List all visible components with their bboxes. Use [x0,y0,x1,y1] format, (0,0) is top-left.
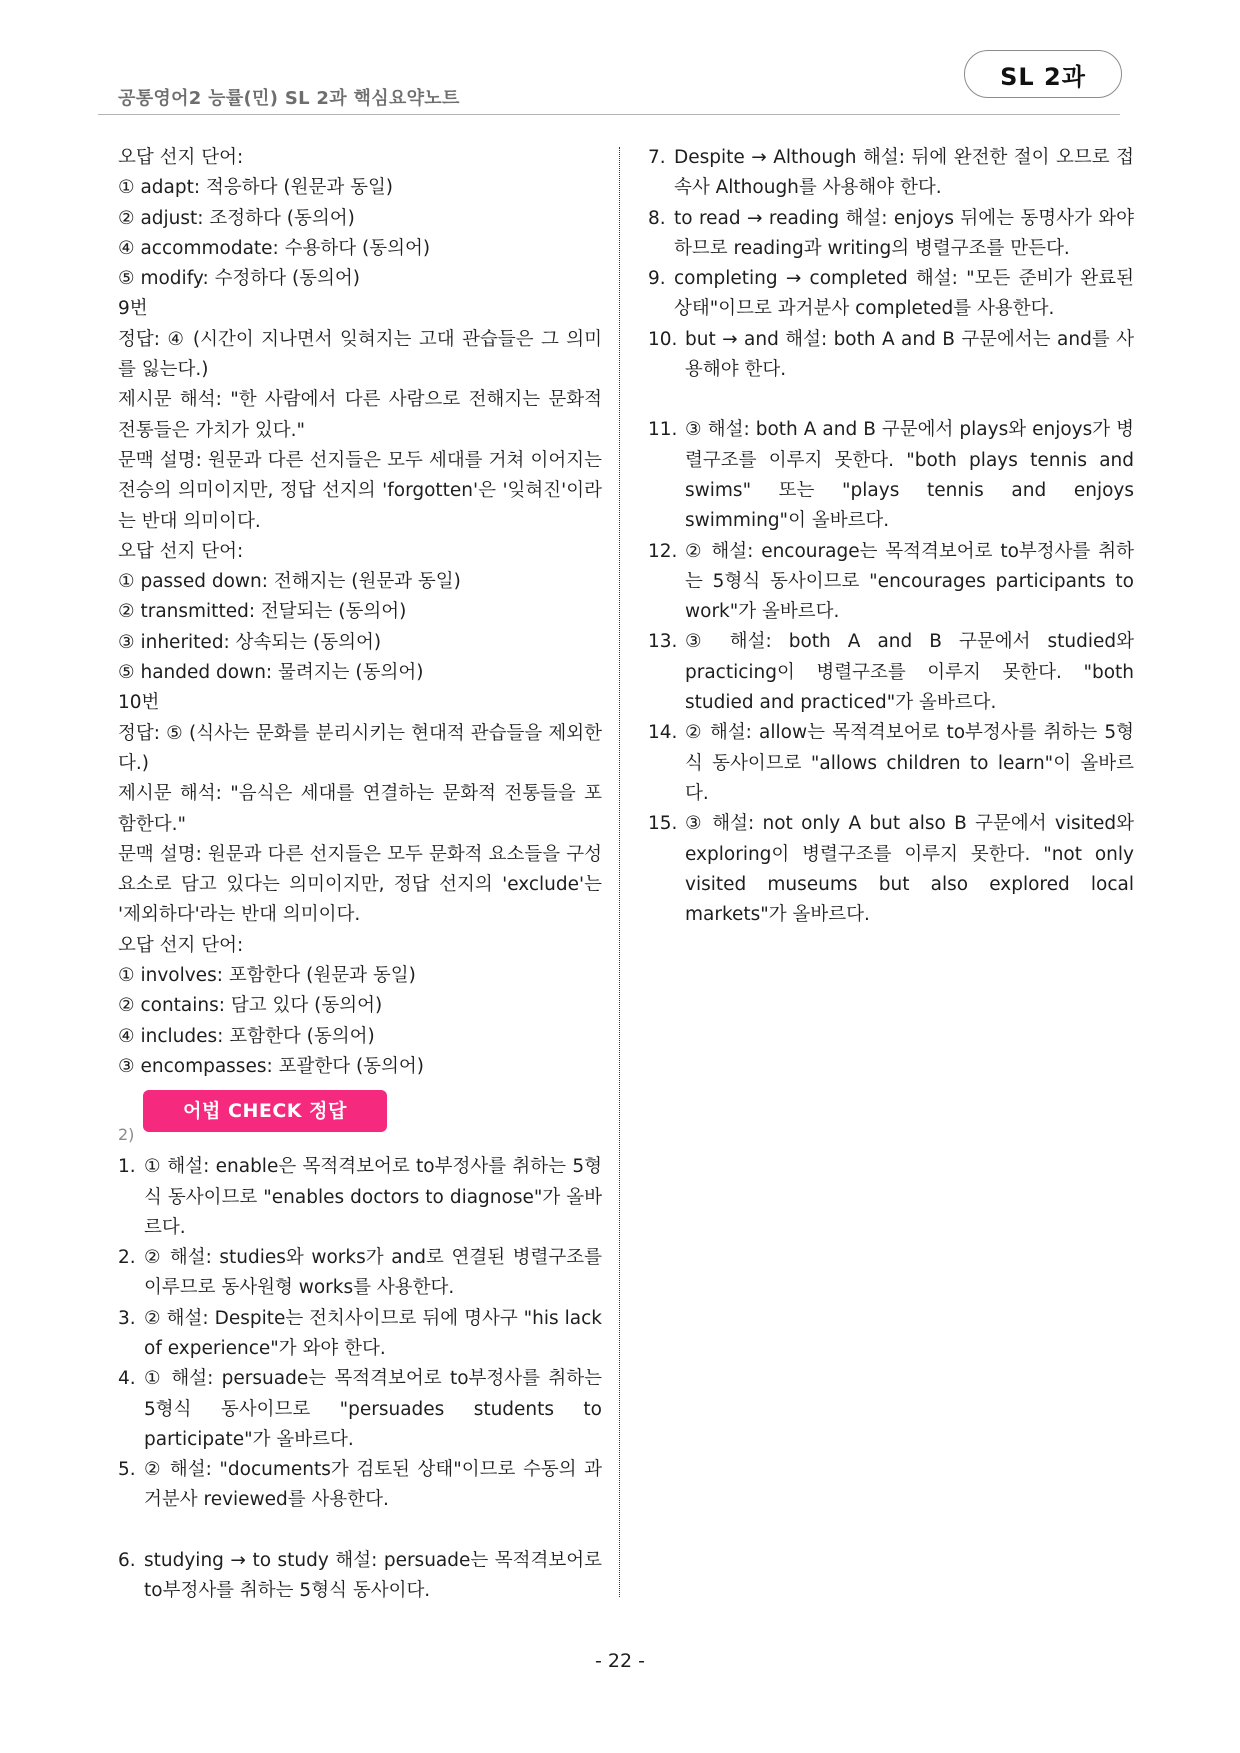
item-number: 1. [118,1156,136,1178]
item-text: studying → to study 해설: persuade는 목적격보어로 to부정사를 취하는 5형식 동사이다. [144,1549,602,1602]
item-text: ② 해설: encourage는 목적격보어로 to부정사를 취하는 5형식 동사이므로 "encourages participants to work"가 올바르다. [685,540,1134,623]
item-text: ② 해설: "documents가 검토된 상태"이므로 수동의 과거분사 reviewed를 사용한다. [144,1459,602,1511]
answer-line: 정답: ④ (시간이 지나면서 잊혀지는 고대 관습들은 그 의미를 잃는다.) [118,328,602,381]
text-line: ① involves: 포함한다 (원문과 동일) [118,965,416,987]
text-line: ④ includes: 포함한다 (동의어) [118,1025,375,1047]
text-line: ⑤ handed down: 물려지는 (동의어) [118,662,424,684]
item-number: 15. [648,813,678,835]
item-text: ③ 해설: both A and B 구문에서 studied와 practicing이 병렬구조를 이루지 못한다. "both studied and practiced"가 올바르다. [685,631,1134,714]
context-explanation: 문맥 설명: 원문과 다른 선지들은 모두 문화적 요소들을 구성 요소로 담고 있다는 의미이지만, 정답 선지의 'exclude'는 '제외하다'라는 반대 의미이다. [118,843,602,926]
answer-item [648,415,1134,536]
spacer [118,1516,602,1546]
text-line: ① passed down: 전해지는 (원문과 동일) [118,571,461,593]
answer-item [118,1364,602,1455]
item-text: ② 해설: Despite는 전치사이므로 뒤에 명사구 "his lack of experience"가 와야 한다. [144,1307,602,1359]
item-number: 2. [118,1247,136,1269]
answer-item [648,264,1134,325]
right-column [648,143,1134,930]
item-text: ① 해설: enable은 목적격보어로 to부정사를 취하는 5형식 동사이므로 "enables doctors to diagnose"가 올바르다. [144,1156,602,1238]
question-heading: 10번 [118,692,160,714]
item-text: ③ 해설: both A and B 구문에서 plays와 enjoys가 병렬구조를 이루지 못한다. "both plays tennis and swims" 또는 "plays tennis and enjoys swimming"이 올바르다. [685,419,1134,532]
item-number: 10. [648,328,678,350]
answer-item [118,1546,602,1607]
answer-item [648,204,1134,265]
item-text: ② 해설: studies와 works가 and로 연결된 병렬구조를 이루므로 동사원형 works를 사용한다. [144,1247,602,1299]
text-line: ④ accommodate: 수용하다 (동의어) [118,237,431,259]
item-text: ② 해설: allow는 목적격보어로 to부정사를 취하는 5형식 동사이므로 "allows children to learn"이 올바르다. [685,722,1134,804]
item-number: 5. [118,1459,136,1481]
answer-item [648,718,1134,809]
text-line: 오답 선지 단어: [118,147,244,168]
item-number: 12. [648,540,678,562]
answer-line: 정답: ⑤ (식사는 문화를 분리시키는 현대적 관습들을 제외한다.) [118,722,602,774]
item-number: 11. [648,419,678,441]
text-line: ② contains: 담고 있다 (동의어) [118,995,383,1017]
header-divider [98,114,1120,115]
left-column [118,143,602,1606]
question-heading: 9번 [118,298,148,320]
answer-item [648,325,1134,386]
lesson-badge: SL 2과 [964,50,1122,98]
answer-item [118,1152,602,1243]
grammar-check-badge: 어법 CHECK 정답 [143,1090,387,1132]
document-title: 공통영어2 능률(민) SL 2과 핵심요약노트 [118,88,460,109]
text-line: ② transmitted: 전달되는 (동의어) [118,601,407,623]
translation-line: 제시문 해석: "한 사람에서 다른 사람으로 전해지는 문화적 전통들은 가치가 있다." [118,389,602,441]
item-number: 14. [648,722,678,744]
text-line: 오답 선지 단어: [118,540,244,562]
answer-item [648,537,1134,628]
item-text: ① 해설: persuade는 목적격보어로 to부정사를 취하는 5형식 동사이므로 "persuades students to participate"가 올바르다. [144,1368,602,1450]
text-line: ① adapt: 적응하다 (원문과 동일) [118,177,394,199]
item-text: Despite → Although 해설: 뒤에 완전한 절이 오므로 접속사 Although를 사용해야 한다. [674,147,1134,199]
item-text: completing → completed 해설: "모든 준비가 완료된 상태"이므로 과거분사 completed를 사용한다. [674,268,1134,320]
item-text: ③ 해설: not only A but also B 구문에서 visited와 exploring이 병렬구조를 이루지 못한다. "not only visited museums but also explored local markets"가 올바르다. [685,813,1134,926]
answer-item [648,627,1134,718]
text-line: ⑤ modify: 수정하다 (동의어) [118,268,361,290]
item-number: 4. [118,1368,136,1390]
section-header [118,1090,602,1152]
item-number: 8. [648,207,666,229]
item-number: 3. [118,1307,136,1329]
answer-item [118,1455,602,1516]
answer-item [118,1304,602,1365]
item-text: but → and 해설: both A and B 구문에서는 and를 사용해야 한다. [685,328,1134,381]
answer-item [648,809,1134,930]
answer-item [118,1243,602,1304]
text-line: ② adjust: 조정하다 (동의어) [118,207,355,229]
item-number: 9. [648,268,666,290]
item-text: to read → reading 해설: enjoys 뒤에는 동명사가 와야 하므로 reading과 writing의 병렬구조를 만든다. [674,207,1134,259]
text-line: 오답 선지 단어: [118,934,244,956]
item-number: 6. [118,1549,136,1571]
column-divider [619,147,620,1597]
text-line: ③ encompasses: 포괄한다 (동의어) [118,1055,424,1077]
context-explanation: 문맥 설명: 원문과 다른 선지들은 모두 세대를 거쳐 이어지는 전승의 의미이지만, 정답 선지의 'forgotten'은 '잊혀진'이라는 반대 의미이다. [118,449,602,532]
translation-line: 제시문 해석: "음식은 세대를 연결하는 문화적 전통들을 포함한다." [118,783,602,835]
spacer [648,385,1134,415]
section-index: 2) [118,1125,135,1145]
answer-item [648,143,1134,204]
item-number: 13. [648,631,678,653]
text-line: ③ inherited: 상속되는 (동의어) [118,631,382,653]
item-number: 7. [648,147,666,168]
page-number: - 22 - [595,1650,645,1672]
